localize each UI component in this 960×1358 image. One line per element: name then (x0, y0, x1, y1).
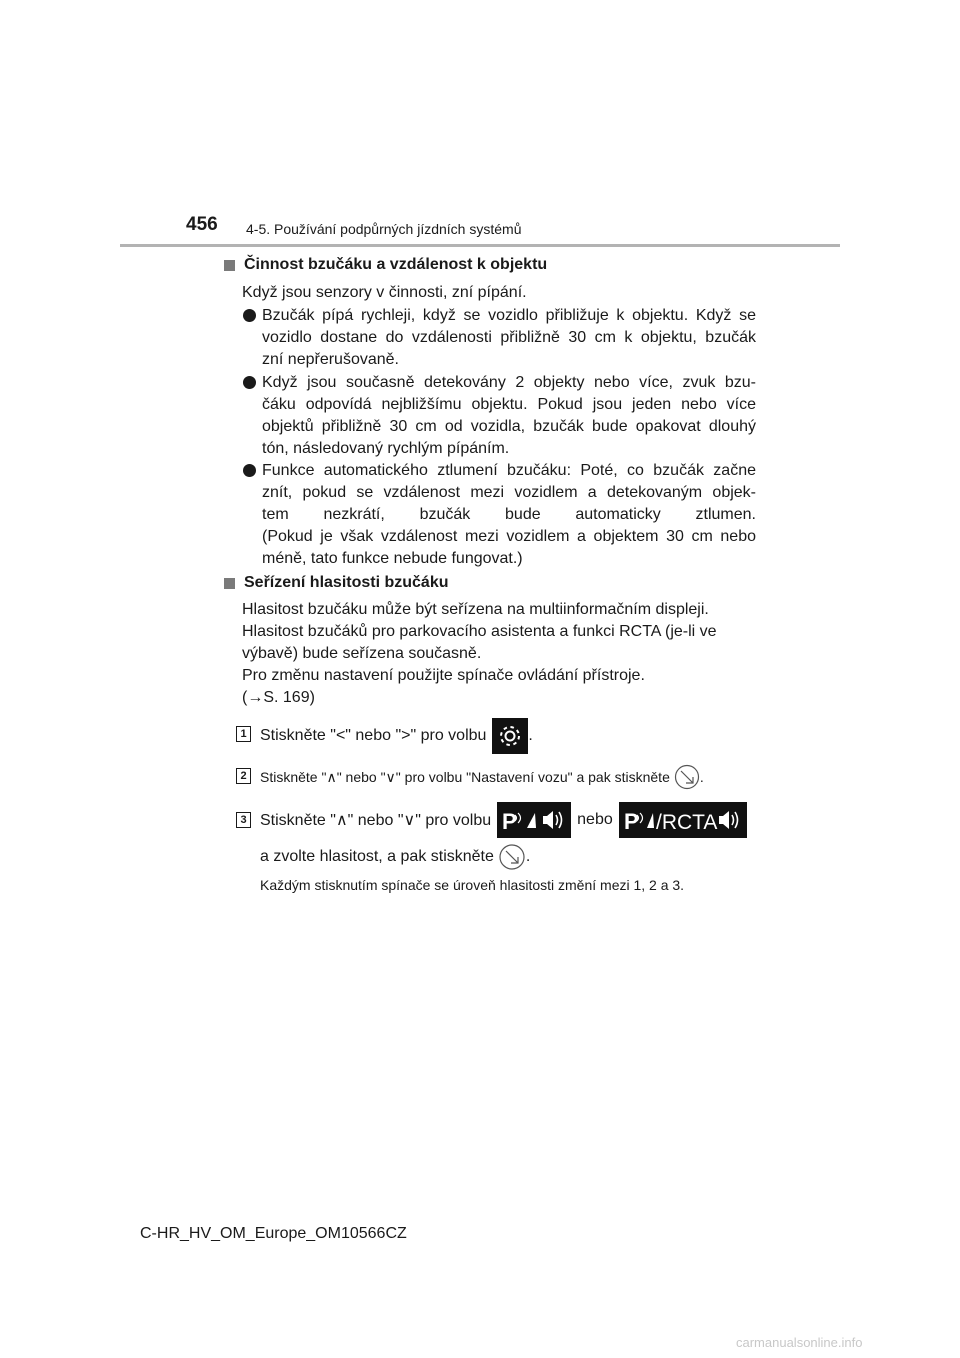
svg-text:P: P (623, 809, 639, 834)
settings-gear-icon (492, 718, 528, 754)
step-1: Stiskněte "<" nebo ">" pro volbu . (260, 718, 533, 754)
watermark: carmanualsonline.info (736, 1335, 863, 1350)
bullet-item: Funkce automatického ztlumení bzučáku: Poté, co bzučák začne znít, pokud se vzdálenost mezi vozidlem a detekovaným objek- tem nezkrátí, bzučák bude automaticky ztlumen. (Pokud je však vzdálenost mezi vozidlem a objektem 30 cm nebo méně, tato funkce nebude fungovat.) (262, 460, 756, 570)
enter-button-icon (498, 843, 526, 871)
step-3-continuation: a zvolte hlasitost, a pak stiskněte . (260, 843, 530, 871)
rcta-volume-icon (619, 802, 747, 838)
bullet-dot-icon (243, 464, 256, 477)
section-title-volume-adjust: Seřízení hlasitosti bzučáku (224, 574, 449, 592)
bullet-dot-icon (243, 376, 256, 389)
svg-text:P: P (502, 809, 517, 834)
enter-button-icon (674, 764, 700, 790)
section-square-icon (224, 578, 235, 589)
note-text: Každým stisknutím spínače se úroveň hlasitosti změní mezi 1, 2 a 3. (260, 877, 685, 893)
section-intro: Když jsou senzory v činnosti, zní pípání. (242, 284, 527, 301)
section-square-icon (224, 260, 235, 271)
section-title-buzzer-operation: Činnost bzučáku a vzdálenost k objektu (224, 256, 547, 274)
step-number: 2 (236, 768, 251, 784)
section-paragraph: Hlasitost bzučáku může být seřízena na multiinformačním displeji. Hlasitost bzučáků pro parkovacího asistenta a funkci RCTA (je-li ve výbavě) bude seřízena současně. Pro změnu nastavení použijte spínače ovládání přístroje. (→S. 169) (242, 601, 717, 706)
document-code: C-HR_HV_OM_Europe_OM10566CZ (140, 1225, 407, 1242)
bullet-dot-icon (243, 309, 256, 322)
page-number: 456 (186, 214, 218, 235)
step-2: Stiskněte "∧" nebo "∨" pro volbu "Nastavení vozu" a pak stiskněte . (260, 762, 704, 792)
header-divider (120, 244, 840, 247)
step-number: 1 (236, 726, 251, 742)
step-number: 3 (236, 812, 251, 828)
chapter-title: 4-5. Používání podpůrných jízdních systémů (246, 221, 522, 237)
step-3: Stiskněte "∧" nebo "∨" pro volbu P nebo P /RCTA (260, 802, 747, 838)
rcta-label: /RCTA (655, 811, 718, 834)
bullet-item: Bzučák pípá rychleji, když se vozidlo přibližuje k objektu. Když se vozidlo dostane do vzdálenosti přibližně 30 cm k objektu, bzučák zní nepřerušovaně. (262, 305, 756, 371)
parking-sensor-volume-icon (497, 802, 571, 838)
bullet-item: Když jsou současně detekovány 2 objekty nebo více, zvuk bzu- čáku odpovídá nejbližšímu objektu. Pokud jsou jeden nebo více objektů přibližně 30 cm od vozidla, bzučák bude opakovat dlouhý tón, následovaný rychlým pípáním. (262, 372, 756, 460)
